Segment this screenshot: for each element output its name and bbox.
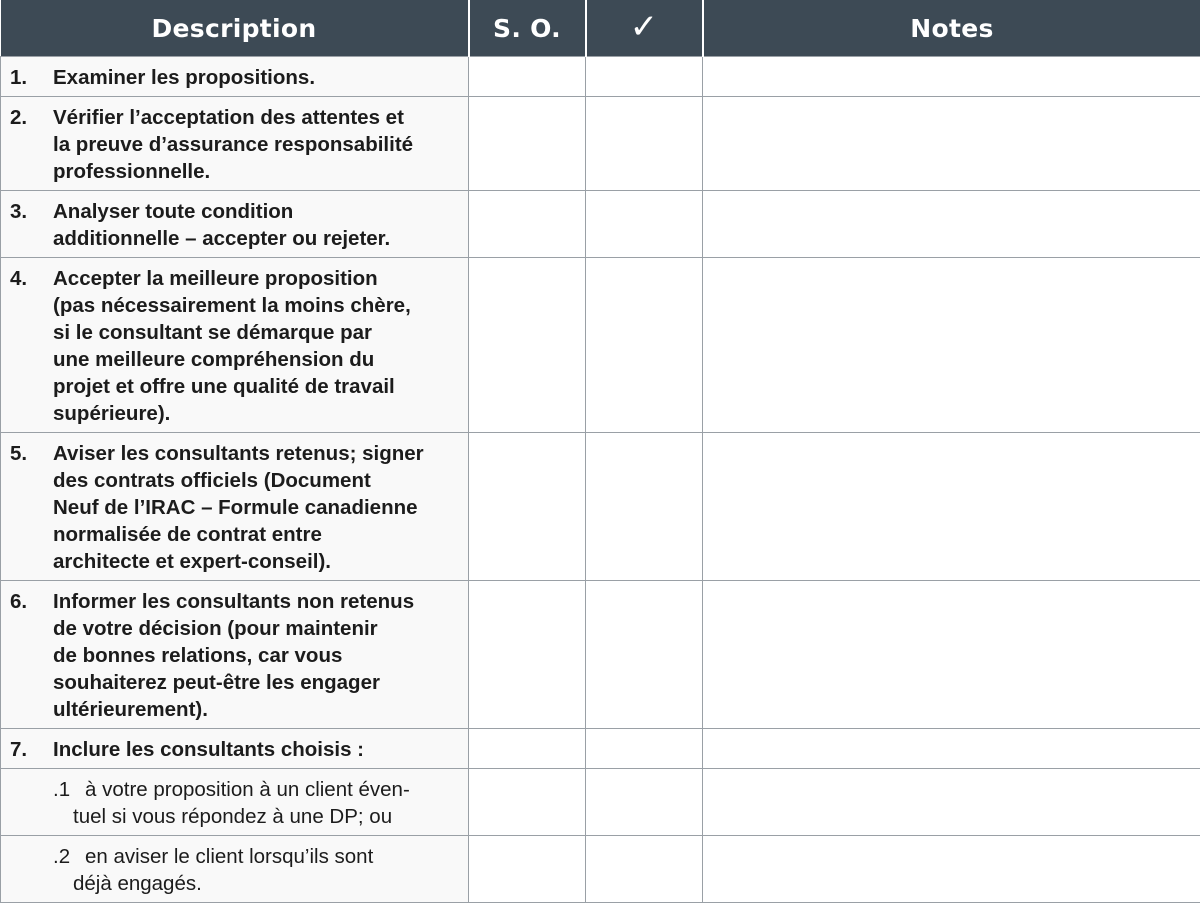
notes-cell[interactable] bbox=[703, 729, 1200, 769]
item-number: 3. bbox=[10, 198, 53, 252]
so-cell[interactable] bbox=[469, 433, 586, 581]
notes-cell[interactable] bbox=[703, 57, 1200, 97]
item-number: 5. bbox=[10, 440, 53, 575]
item-text-line: professionnelle. bbox=[53, 158, 462, 185]
header-check bbox=[586, 0, 703, 57]
description-cell bbox=[1, 57, 469, 97]
item-text-line: la preuve d’assurance responsabilité bbox=[53, 131, 462, 158]
item-text-line: souhaiterez peut-être les engager bbox=[53, 669, 462, 696]
table-row bbox=[1, 433, 1200, 581]
item-text-line: additionnelle – accepter ou rejeter. bbox=[53, 225, 462, 252]
header-so: S. O. bbox=[469, 0, 586, 57]
table-row bbox=[1, 191, 1200, 258]
notes-cell[interactable] bbox=[703, 581, 1200, 729]
so-cell[interactable] bbox=[469, 57, 586, 97]
notes-cell[interactable] bbox=[703, 836, 1200, 903]
table-row bbox=[1, 97, 1200, 191]
so-cell[interactable] bbox=[469, 581, 586, 729]
notes-cell[interactable] bbox=[703, 433, 1200, 581]
description-cell bbox=[1, 769, 469, 836]
item-text-line: tuel si vous répondez à une DP; ou bbox=[73, 803, 462, 830]
item-text-line: Inclure les consultants choisis : bbox=[53, 736, 462, 763]
check-cell[interactable] bbox=[586, 433, 703, 581]
item-text bbox=[85, 843, 462, 897]
table-row bbox=[1, 258, 1200, 433]
so-cell[interactable] bbox=[469, 769, 586, 836]
notes-cell[interactable] bbox=[703, 769, 1200, 836]
table-header bbox=[1, 0, 1200, 57]
description-cell bbox=[1, 729, 469, 769]
table-row bbox=[1, 769, 1200, 836]
check-cell[interactable] bbox=[586, 191, 703, 258]
item-text-line: une meilleure compréhension du bbox=[53, 346, 462, 373]
item-text-line: normalisée de contrat entre bbox=[53, 521, 462, 548]
item-text-line: supérieure). bbox=[53, 400, 462, 427]
item-text-line: projet et offre une qualité de travail bbox=[53, 373, 462, 400]
item-number: 6. bbox=[10, 588, 53, 723]
table-row bbox=[1, 57, 1200, 97]
item-text-line: Accepter la meilleure proposition bbox=[53, 265, 462, 292]
item-text-line: de votre décision (pour maintenir bbox=[53, 615, 462, 642]
table-row bbox=[1, 836, 1200, 903]
item-text-line: ultérieurement). bbox=[53, 696, 462, 723]
item-text-line: architecte et expert-conseil). bbox=[53, 548, 462, 575]
item-text-line: Vérifier l’acceptation des attentes et bbox=[53, 104, 462, 131]
checklist-subitem bbox=[1, 769, 468, 835]
checklist-item bbox=[1, 581, 468, 728]
check-cell[interactable] bbox=[586, 581, 703, 729]
description-cell bbox=[1, 191, 469, 258]
checklist-item bbox=[1, 57, 468, 96]
header-description: Description bbox=[1, 0, 469, 57]
description-cell bbox=[1, 836, 469, 903]
item-number: 1. bbox=[10, 64, 53, 91]
description-cell bbox=[1, 97, 469, 191]
item-number: .2 bbox=[53, 843, 85, 897]
header-row bbox=[1, 0, 1200, 57]
item-text-line: si le consultant se démarque par bbox=[53, 319, 462, 346]
item-text bbox=[53, 440, 462, 575]
so-cell[interactable] bbox=[469, 191, 586, 258]
header-notes: Notes bbox=[703, 0, 1200, 57]
so-cell[interactable] bbox=[469, 258, 586, 433]
item-text-line: (pas nécessairement la moins chère, bbox=[53, 292, 462, 319]
table-row bbox=[1, 729, 1200, 769]
checklist-item bbox=[1, 433, 468, 580]
item-text bbox=[53, 64, 462, 91]
checklist-subitem bbox=[1, 836, 468, 902]
check-cell[interactable] bbox=[586, 57, 703, 97]
notes-cell[interactable] bbox=[703, 97, 1200, 191]
item-text bbox=[53, 265, 462, 427]
check-cell[interactable] bbox=[586, 258, 703, 433]
check-cell[interactable] bbox=[586, 769, 703, 836]
item-text-line: Aviser les consultants retenus; signer bbox=[53, 440, 462, 467]
check-cell[interactable] bbox=[586, 836, 703, 903]
item-text bbox=[53, 198, 462, 252]
item-text bbox=[85, 776, 462, 830]
item-text-line: Informer les consultants non retenus bbox=[53, 588, 462, 615]
description-cell bbox=[1, 258, 469, 433]
item-number: 4. bbox=[10, 265, 53, 427]
item-text bbox=[53, 104, 462, 185]
notes-cell[interactable] bbox=[703, 258, 1200, 433]
item-text-line: Examiner les propositions. bbox=[53, 64, 462, 91]
notes-cell[interactable] bbox=[703, 191, 1200, 258]
item-text-line: en aviser le client lorsqu’ils sont bbox=[85, 843, 462, 870]
table-row bbox=[1, 581, 1200, 729]
checkmark-icon: ✓ bbox=[630, 7, 659, 47]
item-text-line: Analyser toute condition bbox=[53, 198, 462, 225]
item-text-line: Neuf de l’IRAC – Formule canadienne bbox=[53, 494, 462, 521]
item-text-line: de bonnes relations, car vous bbox=[53, 642, 462, 669]
checklist-item bbox=[1, 97, 468, 190]
item-text-line: déjà engagés. bbox=[73, 870, 462, 897]
check-cell[interactable] bbox=[586, 97, 703, 191]
item-text bbox=[53, 736, 462, 763]
checklist-item bbox=[1, 191, 468, 257]
description-cell bbox=[1, 433, 469, 581]
checklist-item bbox=[1, 258, 468, 432]
item-number: 7. bbox=[10, 736, 53, 763]
checklist-item bbox=[1, 729, 468, 768]
description-cell bbox=[1, 581, 469, 729]
item-number: 2. bbox=[10, 104, 53, 185]
item-text-line: des contrats officiels (Document bbox=[53, 467, 462, 494]
check-cell[interactable] bbox=[586, 729, 703, 769]
table-body bbox=[1, 57, 1200, 903]
item-text bbox=[53, 588, 462, 723]
item-text-line: à votre proposition à un client éven- bbox=[85, 776, 462, 803]
so-cell[interactable] bbox=[469, 97, 586, 191]
so-cell[interactable] bbox=[469, 836, 586, 903]
item-number: .1 bbox=[53, 776, 85, 830]
so-cell[interactable] bbox=[469, 729, 586, 769]
